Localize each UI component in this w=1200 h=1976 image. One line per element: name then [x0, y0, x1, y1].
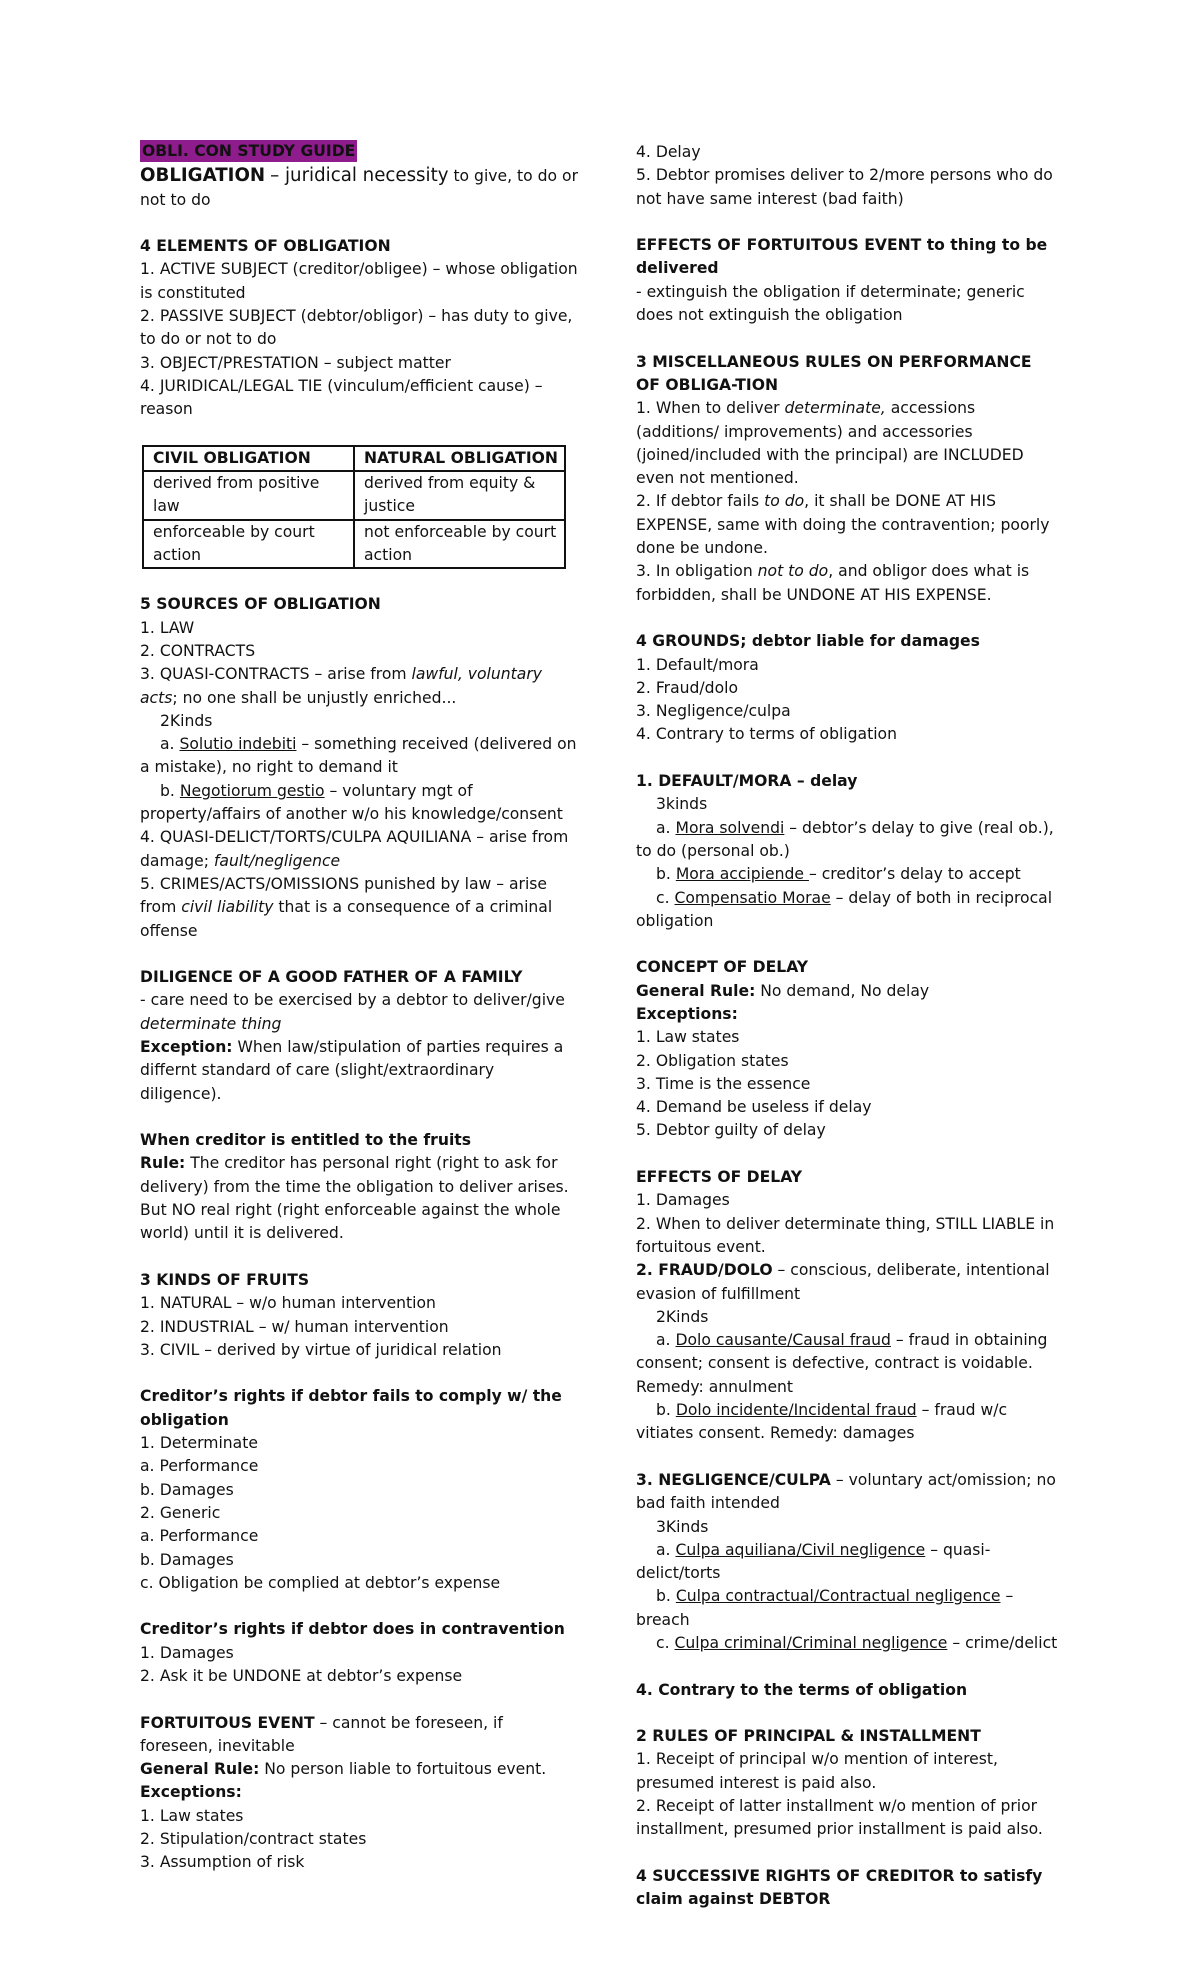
- obligation-definition: – juridical necessity: [270, 165, 449, 187]
- table-header-cell: NATURAL OBLIGATION: [354, 446, 565, 471]
- text-run: Mora accipiende: [675, 865, 809, 884]
- text-run: 5. CRIMES/ACTS/OMISSIONS punished by law – arise from: [140, 874, 547, 917]
- list-item: [140, 733, 580, 780]
- table-header-row: [143, 446, 565, 471]
- text-run: 3. In obligation: [636, 562, 758, 581]
- table-row: [143, 520, 565, 569]
- list-item: a. Performance: [140, 1457, 259, 1476]
- contrary-section: [636, 1679, 1060, 1702]
- text-run: , and obligor does what is forbidden, shall be UNDONE AT HIS EXPENSE.: [636, 562, 1030, 604]
- effects-fortuitous-section: [636, 234, 1060, 327]
- kinds-label: 2Kinds: [160, 711, 213, 730]
- misc-rules-section: [636, 351, 1060, 607]
- text-run: – debtor’s delay to give (real ob.), to do (personal ob.): [636, 818, 1054, 860]
- effects-delay-section: [636, 1166, 1060, 1446]
- text-run: determinate thing: [140, 1014, 282, 1033]
- kinds-label: 2Kinds: [656, 1307, 709, 1326]
- text-run: a.: [160, 735, 180, 754]
- text-run: b.: [656, 1401, 676, 1420]
- text-run: lawful, voluntary acts: [140, 665, 542, 707]
- text-run: c.: [656, 888, 675, 907]
- list-item: b. Damages: [140, 1550, 234, 1569]
- concept-delay-section: [636, 956, 1060, 1142]
- paragraph: [140, 1758, 580, 1781]
- list-item: a. Performance: [140, 1527, 259, 1546]
- study-guide-title: OBLI. CON STUDY GUIDE: [142, 142, 356, 160]
- list-item: [636, 1469, 1060, 1516]
- text-run: a.: [656, 818, 676, 837]
- list-item: 5. Debtor promises deliver to 2/more persons who do not have same interest (bad faith): [636, 166, 1053, 208]
- list-item: [636, 1632, 1060, 1655]
- list-item: [636, 817, 1060, 864]
- text-run: Negotiorum gestio: [179, 781, 325, 800]
- list-item: 1. Default/mora: [636, 655, 759, 674]
- text-run: General Rule:: [636, 981, 756, 1000]
- table-cell: enforceable by court action: [143, 520, 354, 569]
- exceptions-continued: [636, 141, 1060, 211]
- principal-heading: 2 RULES OF PRINCIPAL & INSTALLMENT: [636, 1727, 981, 1746]
- list-item: 1. Receipt of principal w/o mention of interest, presumed interest is paid also.: [636, 1750, 998, 1792]
- list-item: 4. Delay: [636, 143, 701, 161]
- list-item: [140, 780, 580, 827]
- text-run: Culpa contractual/Contractual negligence: [675, 1587, 1001, 1606]
- exceptions-label: Exceptions:: [636, 1004, 738, 1023]
- obligation-term: OBLIGATION: [140, 165, 266, 187]
- list-item: 2. Ask it be UNDONE at debtor’s expense: [140, 1667, 463, 1685]
- text-run: 2. If debtor fails: [636, 492, 765, 511]
- kinds-label: 3Kinds: [656, 1517, 709, 1536]
- text-run: 3. QUASI-CONTRACTS – arise from: [140, 665, 412, 684]
- list-item: 3. OBJECT/PRESTATION – subject matter: [140, 353, 451, 372]
- successive-section: [636, 1865, 1060, 1912]
- text-run: Culpa criminal/Criminal negligence: [674, 1634, 948, 1652]
- text-run: – conscious, deliberate, intentional evasion of fulfillment: [636, 1261, 1050, 1303]
- list-item: 2. Generic: [140, 1503, 221, 1522]
- list-item: 2. PASSIVE SUBJECT (debtor/obligor) – has duty to give, to do or not to do: [140, 307, 573, 349]
- fruits-rule-heading: When creditor is entitled to the fruits: [140, 1131, 472, 1150]
- paragraph: [140, 989, 580, 1036]
- fruits-rule-section: [140, 1129, 580, 1245]
- fruits-heading: 3 KINDS OF FRUITS: [140, 1270, 310, 1289]
- paragraph: [636, 980, 1060, 1003]
- text-run: – delay of both in reciprocal obligation: [636, 888, 1053, 930]
- text-run: civil liability: [181, 898, 274, 917]
- text-run: b.: [160, 781, 180, 800]
- text-run: c.: [656, 1634, 675, 1652]
- list-item: 1. Determinate: [140, 1434, 258, 1453]
- text-run: b.: [656, 865, 676, 884]
- elements-heading: 4 ELEMENTS OF OBLIGATION: [140, 237, 391, 256]
- list-item: 1. Damages: [636, 1191, 730, 1210]
- text-run: accessions (additions/ improvements) and accessories (joined/included with the principal) are INCLUDED even not mentioned.: [636, 399, 1024, 488]
- list-item: [636, 490, 1060, 560]
- list-item: 2. Obligation states: [636, 1051, 789, 1070]
- list-item: [636, 1329, 1060, 1399]
- text-run: Culpa aquiliana/Civil negligence: [675, 1540, 926, 1559]
- text-run: 2. FRAUD/DOLO: [636, 1261, 773, 1280]
- text-run: 4. QUASI-DELICT/TORTS/CULPA AQUILIANA – arise from damage;: [140, 828, 569, 870]
- list-item: 3. Time is the essence: [636, 1074, 811, 1093]
- text-run: determinate,: [784, 399, 886, 418]
- text-run: No demand, No delay: [755, 981, 930, 1000]
- list-item: 2. INDUSTRIAL – w/ human intervention: [140, 1317, 449, 1336]
- text-run: a.: [656, 1540, 676, 1559]
- misc-rules-heading: 3 MISCELLANEOUS RULES ON PERFORMANCE OF OBLIGA-TION: [636, 352, 1032, 394]
- successive-heading: 4 SUCCESSIVE RIGHTS OF CREDITOR to satisfy claim against DEBTOR: [636, 1866, 1043, 1909]
- list-item: [636, 397, 1060, 490]
- text-run: – crime/delict: [947, 1634, 1058, 1652]
- list-item: 1. Law states: [140, 1806, 244, 1825]
- kinds-label: 3kinds: [656, 795, 708, 814]
- concept-delay-heading: CONCEPT OF DELAY: [636, 958, 809, 977]
- list-item: [140, 663, 580, 710]
- text-run: The creditor has personal right (right to ask for delivery) from the time the obligation to deliver arises. But NO real right (right enforceable against the whole world) until it is delivered.: [140, 1154, 569, 1243]
- list-item: 4. Demand be useless if delay: [636, 1098, 872, 1117]
- text-run: Dolo causante/Causal fraud: [675, 1331, 891, 1350]
- text-run: b.: [656, 1587, 676, 1606]
- list-item: [636, 887, 1060, 934]
- effects-fortuitous-heading: EFFECTS OF FORTUITOUS EVENT to thing to be delivered: [636, 236, 1048, 278]
- text-run: – fraud w/c vitiates consent. Remedy: damages: [636, 1401, 1008, 1443]
- fortuitous-section: [140, 1712, 580, 1875]
- text-run: - care need to be exercised by a debtor to deliver/give: [140, 991, 565, 1010]
- list-item: [140, 873, 580, 943]
- list-item: 3. Assumption of risk: [140, 1853, 305, 1872]
- table-cell: not enforceable by court action: [354, 520, 565, 569]
- text-run: 3. NEGLIGENCE/CULPA: [636, 1470, 831, 1489]
- text-run: General Rule:: [140, 1760, 260, 1779]
- text-run: a.: [656, 1331, 676, 1350]
- civil-vs-natural-table: [142, 445, 566, 569]
- list-item: [636, 1539, 1060, 1586]
- list-item: [636, 863, 1060, 886]
- title-block: [140, 140, 580, 212]
- diligence-heading: DILIGENCE OF A GOOD FATHER OF A FAMILY: [140, 968, 523, 987]
- grounds-section: [636, 630, 1060, 746]
- list-item: [636, 1259, 1060, 1306]
- text-run: Compensatio Morae: [674, 888, 831, 907]
- list-item: 2. Receipt of latter installment w/o mention of prior installment, presumed prior installment is paid also.: [636, 1797, 1043, 1839]
- list-item: 2. Stipulation/contract states: [140, 1830, 367, 1849]
- text-run: Exception:: [140, 1037, 233, 1056]
- list-item: 1. NATURAL – w/o human intervention: [140, 1294, 436, 1313]
- text-run: – something received (delivered on a mistake), no right to demand it: [140, 735, 577, 777]
- list-item: 1. Law states: [636, 1028, 740, 1047]
- rights-contravention-section: [140, 1618, 580, 1688]
- text-run: Dolo incidente/Incidental fraud: [675, 1401, 917, 1420]
- list-item: 4. JURIDICAL/LEGAL TIE (vinculum/efficient cause) – reason: [140, 376, 543, 419]
- text-run: that is a consequence of a criminal offense: [140, 898, 553, 940]
- principal-section: [636, 1725, 1060, 1841]
- text-run: – fraud in obtaining consent; consent is defective, contract is voidable. Remedy: annulment: [636, 1331, 1048, 1396]
- paragraph: [140, 1036, 580, 1106]
- text-run: No person liable to fortuitous event.: [259, 1760, 547, 1779]
- list-item: 1. ACTIVE SUBJECT (creditor/obligee) – whose obligation is constituted: [140, 260, 578, 302]
- text-run: Solutio indebiti: [179, 735, 297, 754]
- sources-heading: 5 SOURCES OF OBLIGATION: [140, 595, 381, 614]
- list-item: [636, 560, 1060, 607]
- text-run: – quasi-delict/torts: [636, 1540, 991, 1583]
- text-run: – breach: [636, 1587, 1014, 1629]
- effects-delay-heading: EFFECTS OF DELAY: [636, 1168, 803, 1187]
- text-run: , it shall be DONE AT HIS EXPENSE, same with doing the contravention; poorly done be undone.: [636, 492, 1050, 558]
- list-item: 1. Damages: [140, 1643, 234, 1662]
- sources-section: [140, 593, 580, 942]
- list-item: [636, 1585, 1060, 1632]
- paragraph: [140, 1712, 580, 1759]
- rights-fail-section: [140, 1385, 580, 1595]
- negligence-section: [636, 1469, 1060, 1655]
- table-cell: derived from positive law: [143, 471, 354, 520]
- default-section: [636, 770, 1060, 933]
- list-item: [140, 826, 580, 873]
- list-item: 2. CONTRACTS: [140, 641, 256, 660]
- list-item: 2. Fraud/dolo: [636, 678, 738, 697]
- list-item: 1. LAW: [140, 618, 195, 637]
- list-item: 4. Contrary to terms of obligation: [636, 725, 897, 744]
- text-run: 1. When to deliver: [636, 399, 785, 418]
- list-item: 2. When to deliver determinate thing, STILL LIABLE in fortuitous event.: [636, 1214, 1055, 1256]
- grounds-heading: 4 GROUNDS; debtor liable for damages: [636, 632, 980, 651]
- list-item: 5. Debtor guilty of delay: [636, 1121, 826, 1140]
- table-cell: derived from equity & justice: [354, 471, 565, 520]
- text-run: Mora solvendi: [675, 818, 785, 837]
- text-run: fault/negligence: [213, 851, 341, 870]
- contrary-heading: 4. Contrary to the terms of obligation: [636, 1680, 968, 1699]
- text-run: – voluntary act/omission; no bad faith intended: [636, 1470, 1056, 1513]
- text-run: – voluntary mgt of property/affairs of another w/o his knowledge/consent: [140, 781, 563, 824]
- text-run: – creditor’s delay to accept: [808, 865, 1021, 884]
- table-row: [143, 471, 565, 520]
- rights-fail-heading: Creditor’s rights if debtor fails to comply w/ the obligation: [140, 1387, 562, 1429]
- text-run: FORTUITOUS EVENT: [140, 1713, 315, 1732]
- text-run: – cannot be foreseen, if foreseen, inevitable: [140, 1713, 503, 1755]
- diligence-section: [140, 966, 580, 1106]
- text-run: Rule:: [140, 1154, 186, 1173]
- obligation-definition-rest: to give, to do or not to do: [140, 167, 578, 209]
- list-item: 3. CIVIL – derived by virtue of juridical relation: [140, 1340, 502, 1359]
- list-item: 3. Negligence/culpa: [636, 702, 791, 721]
- list-item: [636, 1399, 1060, 1446]
- list-item: c. Obligation be complied at debtor’s expense: [140, 1573, 501, 1592]
- fruits-section: [140, 1269, 580, 1362]
- table-header-cell: CIVIL OBLIGATION: [143, 446, 354, 471]
- rights-contravention-heading: Creditor’s rights if debtor does in contravention: [140, 1620, 565, 1639]
- exceptions-label: Exceptions:: [140, 1783, 242, 1802]
- text-run: ; no one shall be unjustly enriched...: [172, 688, 457, 707]
- list-item: b. Damages: [140, 1480, 234, 1499]
- elements-section: [140, 235, 580, 421]
- text-run: to do: [764, 492, 805, 511]
- text-run: not to do: [757, 562, 829, 581]
- default-heading: 1. DEFAULT/MORA – delay: [636, 772, 858, 791]
- left-column: [140, 140, 580, 1898]
- text-run: When law/stipulation of parties requires a differnt standard of care (slight/extraordinary diligence).: [140, 1037, 564, 1103]
- paragraph: [140, 1152, 580, 1245]
- paragraph: - extinguish the obligation if determinate; generic does not extinguish the obligation: [636, 282, 1025, 325]
- right-column: [636, 141, 1060, 1935]
